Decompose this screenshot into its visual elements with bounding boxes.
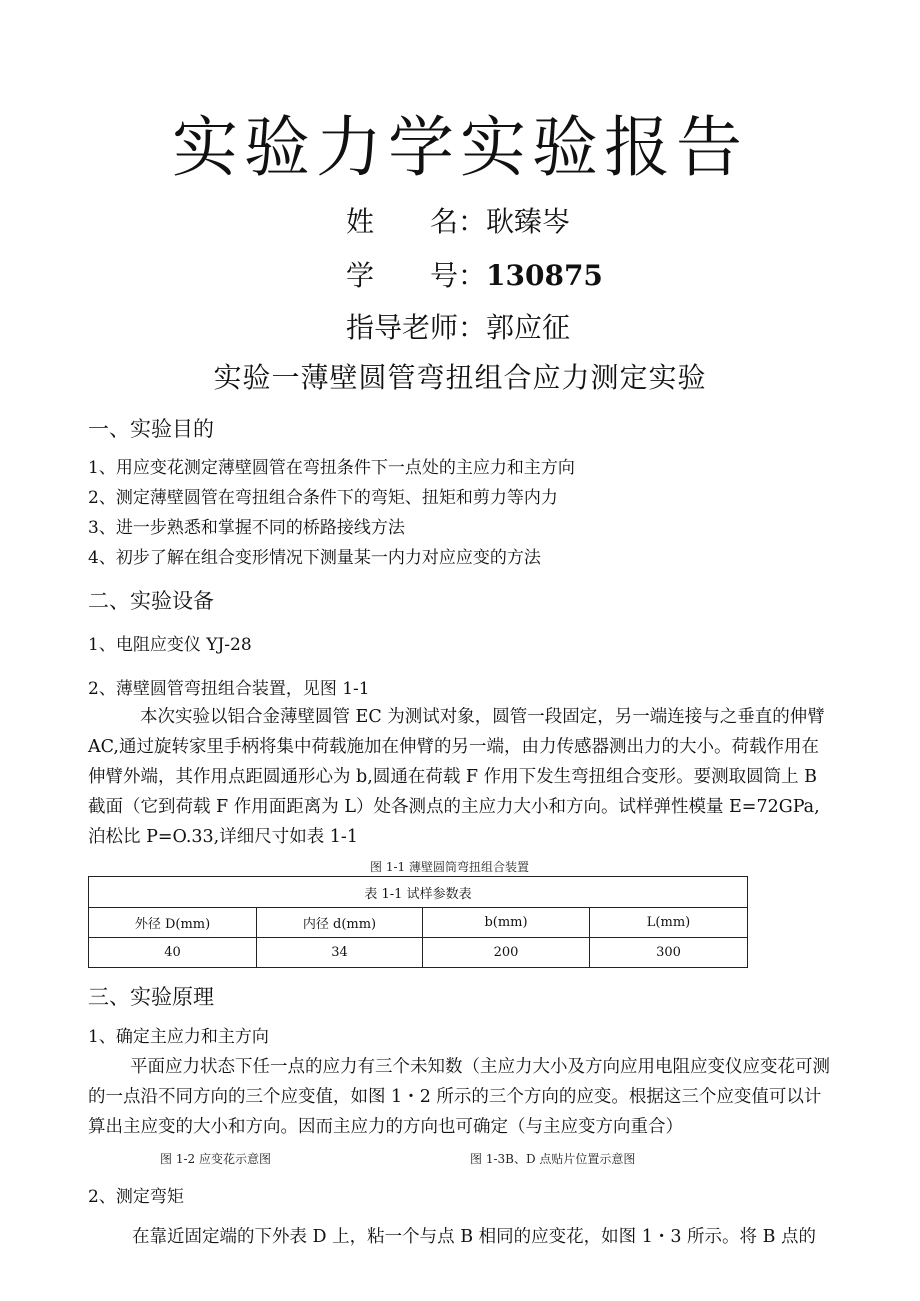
name-value: 耿臻岑 bbox=[486, 205, 571, 238]
specimen-parameter-table bbox=[88, 876, 748, 968]
name-label: 姓 名： bbox=[346, 205, 487, 238]
table-cell-l: 300 bbox=[590, 938, 748, 968]
principle-sub-2: 2、测定弯矩 bbox=[88, 1187, 184, 1207]
table-caption: 表 1-1 试样参数表 bbox=[89, 877, 748, 908]
principle-paragraph-2: 在靠近固定端的下外表 D 上，粘一个与点 B 相同的应变花，如图 1・3 所示。将 B 点的 bbox=[132, 1227, 817, 1247]
section-principle-heading: 三、实验原理 bbox=[88, 985, 214, 1009]
table-caption-row bbox=[89, 877, 748, 908]
purpose-item-1: 1、用应变花测定薄壁圆管在弯扭条件下一点处的主应力和主方向 bbox=[88, 458, 575, 478]
table-cell-inner-diameter: 34 bbox=[257, 938, 423, 968]
table-cell-b: 200 bbox=[423, 938, 590, 968]
principle-sub-1: 1、确定主应力和主方向 bbox=[88, 1027, 269, 1047]
id-value: 130875 bbox=[486, 259, 603, 292]
table-cell-outer-diameter: 40 bbox=[89, 938, 257, 968]
purpose-item-3: 3、进一步熟悉和掌握不同的桥路接线方法 bbox=[88, 518, 405, 538]
figure-1-2-caption: 图 1-2 应变花示意图 bbox=[160, 1152, 271, 1166]
id-label: 学 号： bbox=[346, 259, 487, 292]
table-header-b: b(mm) bbox=[423, 908, 590, 938]
teacher-line bbox=[346, 308, 570, 348]
table-row bbox=[89, 938, 748, 968]
student-id-line bbox=[346, 256, 603, 296]
teacher-value: 郭应征 bbox=[486, 311, 571, 344]
report-title: 实验力学实验报告 bbox=[172, 109, 748, 186]
equipment-item-1: 1、电阻应变仪 YJ-28 bbox=[88, 635, 252, 655]
table-header-inner-diameter: 内径 d(mm) bbox=[257, 908, 423, 938]
purpose-item-4: 4、初步了解在组合变形情况下测量某一内力对应应变的方法 bbox=[88, 548, 541, 568]
section-equipment-heading: 二、实验设备 bbox=[88, 589, 214, 613]
experiment-title: 实验一薄壁圆管弯扭组合应力测定实验 bbox=[213, 361, 707, 394]
table-header-l: L(mm) bbox=[590, 908, 748, 938]
equipment-paragraph: 本次实验以铝合金薄壁圆管 EC 为测试对象，圆管一段固定，另一端连接与之垂直的伸臂 AC,通过旋转家里手柄将集中荷载施加在伸臂的另一端，由力传感器测出力的大小。荷载作用在伸臂外端，其作用点距圆通形心为 b,圆通在荷载 F 作用下发生弯扭组合变形。要测取圆筒上 B 截面（它到荷载 F 作用面距离为 L）处各测点的主应力大小和方向。试样弹性模量 E=72GPa,泊松比 P=O.33,详细尺寸如表 1-1 bbox=[88, 707, 825, 847]
purpose-item-2: 2、测定薄壁圆管在弯扭组合条件下的弯矩、扭矩和剪力等内力 bbox=[88, 488, 558, 508]
figure-1-1-caption: 图 1-1 薄壁圆筒弯扭组合装置 bbox=[370, 860, 529, 874]
table-header-row bbox=[89, 908, 748, 938]
equipment-item-2: 2、薄壁圆管弯扭组合装置，见图 1-1 bbox=[88, 679, 370, 699]
principle-paragraph-1: 平面应力状态下任一点的应力有三个未知数（主应力大小及方向应用电阻应变仪应变花可测的一点沿不同方向的三个应变值，如图 1・2 所示的三个方向的应变。根据这三个应变值可以计算出主应变的大小和方向。因而主应力的方向也可确定（与主应变方向重合） bbox=[88, 1057, 830, 1137]
table-header-outer-diameter: 外径 D(mm) bbox=[89, 908, 257, 938]
figure-1-3-caption: 图 1-3B、D 点贴片位置示意图 bbox=[470, 1152, 636, 1166]
teacher-label: 指导老师： bbox=[346, 311, 487, 344]
student-name-line bbox=[346, 202, 570, 242]
section-purpose-heading: 一、实验目的 bbox=[88, 417, 214, 441]
